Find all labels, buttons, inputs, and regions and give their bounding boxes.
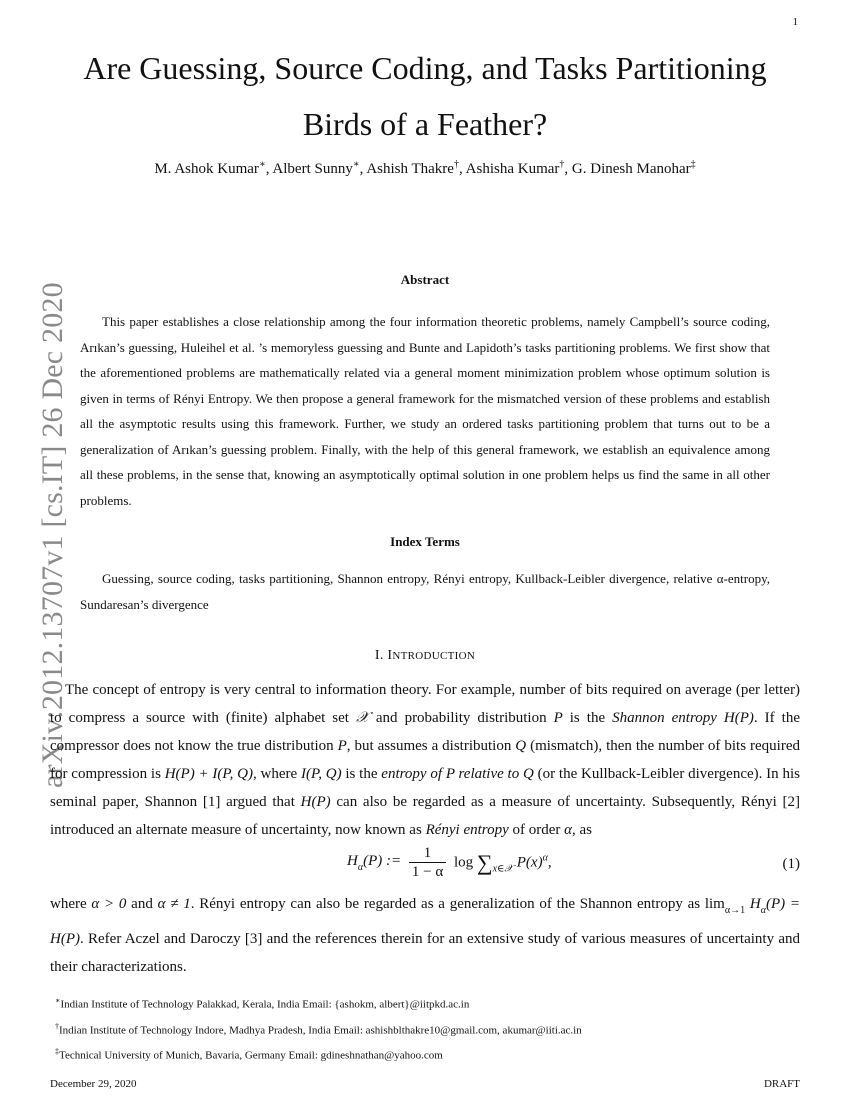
- abstract-text: This paper establishes a close relationship among the four information theoretic problems, namely Campbell’s source coding, Arıkan’s guessing, Huleihel et al. ’s memoryless guessing and Bunte and Lapidoth’s tasks partitioning problems. We first show that the aforementioned problems are mathematically related via a general moment minimization problem whose optimum solution is given in terms of Rényi Entropy. We then propose a general framework for the mismatched version of these problems and establish all the asymptotic results using this framework. Further, we study an ordered tasks partitioning problem that turns out to be a generalization of Arıkan’s guessing problem. Finally, with the help of this general framework, we establish an equivalence among all these problems, in the sense that, knowing an asymptotically optimal solution in one problem helps us find the same in all other problems.: [80, 314, 770, 508]
- author: Ashisha Kumar†,: [465, 159, 572, 177]
- title-line-2: Birds of a Feather?: [302, 106, 548, 142]
- footnote: †Indian Institute of Technology Indore, Madhya Pradesh, India Email: ashishblthakre10@gmail.com, akumar@iiti.ac.in: [55, 1021, 582, 1037]
- author: Ashish Thakre†,: [366, 159, 466, 177]
- paper-title: [55, 40, 795, 152]
- title-line-1: Are Guessing, Source Coding, and Tasks Partitioning: [83, 50, 767, 86]
- footer-draft-label: DRAFT: [763, 1078, 800, 1090]
- equation-body: $H_\alpha(P)$ := $\frac{1}{1 - \alpha}$ $\log \sum_{x\in 𝒳}$ $P(x)^\alpha$,: [347, 845, 552, 880]
- page-number: 1: [792, 16, 798, 28]
- author: M. Ashok Kumar∗,: [154, 159, 273, 177]
- equation-fraction: $\frac{1}{1 - \alpha}$: [409, 844, 446, 881]
- equation-number: (1): [782, 856, 800, 872]
- abstract-heading: Abstract: [400, 272, 450, 287]
- arxiv-stamp: [0, 282, 69, 788]
- introduction-heading: I. INTRODUCTION: [374, 648, 476, 663]
- index-terms-text: Guessing, source coding, tasks partitioning, Shannon entropy, Rényi entropy, Kullback-Leibler divergence, relative α-entropy, Sundaresan’s divergence: [80, 571, 770, 612]
- author-list: [55, 159, 795, 178]
- footnote: ‡Technical University of Munich, Bavaria, Germany Email: gdineshnathan@yahoo.com: [55, 1047, 443, 1062]
- author: G. Dinesh Manohar‡: [571, 159, 696, 177]
- equation-1: [50, 844, 800, 890]
- introduction-paragraph-1: The concept of entropy is very central to information theory. For example, number of bits required on average (per letter) to compress a source with (finite) alphabet set 𝒳 and probability distribution P is the Shannon entropy H(P). If the compressor does not know the true distribution P, but assumes a distribution Q (mismatch), then the number of bits required for compression is H(P) + I(P, Q), where I(P, Q) is the entropy of P relative to Q (or the Kullback-Leibler divergence). In his seminal paper, Shannon [1] argued that H(P) can also be regarded as a measure of uncertainty. Subsequently, Rényi [2] introduced an alternate measure of uncertainty, now known as Rényi entropy of order α, as: [50, 682, 800, 838]
- arxiv-stamp-text: arXiv:2012.13707v1 [cs.IT] 26 Dec 2020: [36, 282, 69, 788]
- footnotes: [55, 990, 795, 1067]
- introduction-paragraph-2: where α > 0 and α ≠ 1. Rényi entropy can also be regarded as a generalization of the Shannon entropy as $\lim_{\alpha\to 1} H_\alpha(P) = H(P)$. Refer Aczel and Daroczy [3] and the references therein for an extensive study of various measures of uncertainty and their characterizations.: [50, 896, 800, 975]
- footnote: ∗Indian Institute of Technology Palakkad, Kerala, India Email: {ashokm, albert}@iitpkd.ac.in: [55, 996, 470, 1011]
- author: Albert Sunny∗,: [272, 159, 367, 177]
- footer-date: December 29, 2020: [50, 1078, 137, 1090]
- index-terms-heading: Index Terms: [390, 534, 460, 549]
